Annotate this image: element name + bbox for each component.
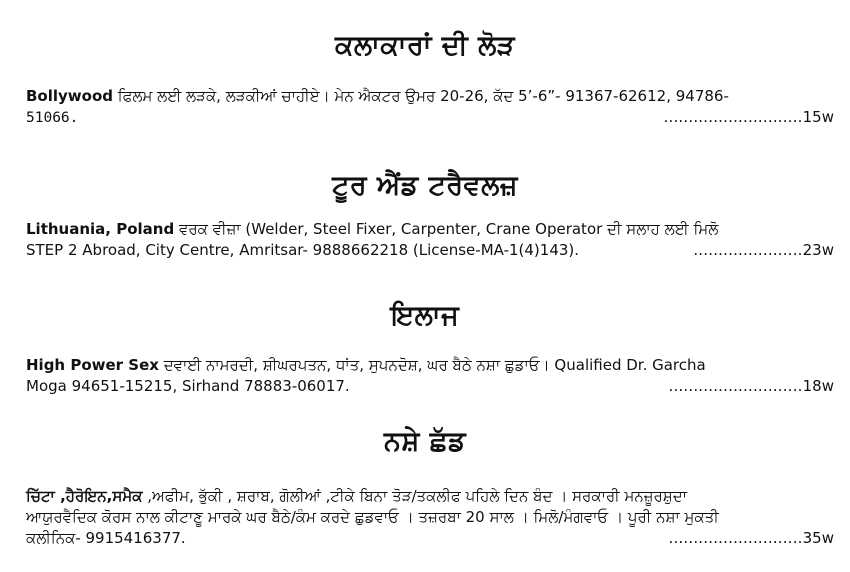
ad-bollywood [26, 86, 834, 128]
ad-text: ਆਯੁਰਵੈਦਿਕ ਕੋਰਸ ਨਾਲ ਕੀਟਾਣੂ ਮਾਰਕੇ ਘਰ ਬੈਠੇ/ਕੰਮ ਕਰਦੇ ਛੁਡਵਾਓ । ਤਜ਼ਰਬਾ 20 ਸਾਲ । ਮਿਲੋ/ਮੰਗਵਾਓ । ਪੂਰੀ ਨਸ਼ਾ ਮੁਕਤੀ [26, 508, 719, 526]
ad-code-tail [664, 107, 834, 128]
ad-code: 15w [802, 108, 834, 126]
ad-lead: Lithuania, Poland [26, 220, 175, 238]
ad-dots: ...................... [693, 241, 803, 259]
ad-line-2 [26, 240, 834, 261]
ad-text: Moga 94651-15215, Sirhand 78883-06017. [26, 377, 350, 395]
ad-code-tail [669, 528, 835, 549]
section-heading-quit-drugs: ਨਸ਼ੇ ਛੱਡ [383, 426, 467, 457]
ad-dots: ........................... [668, 377, 803, 395]
ad-line-1 [26, 486, 834, 507]
ad-line-1 [26, 219, 834, 240]
ad-text: ਵਰਕ ਵੀਜ਼ਾ (Welder, Steel Fixer, Carpenter, Crane Operator ਦੀ ਸਲਾਹ ਲਈ ਮਿਲੋ [174, 220, 719, 238]
ad-text: 51066. [26, 110, 79, 126]
ad-text: STEP 2 Abroad, City Centre, Amritsar- 9888662218 (License-MA-1(4)143). [26, 241, 580, 259]
ad-high-power [26, 355, 834, 397]
ad-code: 18w [802, 377, 834, 395]
section-heading-artists-wanted: ਕਲਾਕਾਰਾਂ ਦੀ ਲੋੜ [334, 30, 516, 61]
ad-code-tail [693, 240, 834, 261]
ad-dots: ............................ [663, 108, 803, 126]
ad-text: ਦਵਾਈ ਨਾਮਰਦੀ, ਸ਼ੀਘਰਪਤਨ, ਧਾਂਤ, ਸੁਪਨਦੋਸ਼, ਘਰ ਬੈਠੇ ਨਸ਼ਾ ਛੁਡਾਓ। Qualified Dr. Garcha [158, 356, 706, 374]
ad-text: ਫਿਲਮ ਲਈ ਲੜਕੇ, ਲੜਕੀਆਂ ਚਾਹੀਏ। ਮੇਨ ਐਕਟਰ ਉਮਰ 20-26, ਕੱਦ 5’-6”- 91367-62612, 94786- [113, 87, 729, 105]
ad-code: 35w [802, 529, 834, 547]
ad-text: ਕਲੀਨਿਕ- 9915416377. [26, 529, 186, 547]
ad-line-1 [26, 86, 834, 107]
ad-line-1 [26, 355, 834, 376]
section-heading-tours-travels: ਟੂਰ ਐਂਡ ਟਰੈਵਲਜ਼ [332, 170, 518, 201]
ad-code: 23w [802, 241, 834, 259]
ad-lithuania-poland [26, 219, 834, 261]
ad-line-2 [26, 507, 834, 528]
ad-lead: Bollywood [26, 87, 114, 105]
ad-lead: High Power Sex [26, 356, 159, 374]
ad-code-tail [669, 376, 835, 397]
ad-line-2 [26, 376, 834, 397]
ad-dots: ........................... [668, 529, 803, 547]
section-heading-treatment: ਇਲਾਜ [390, 300, 460, 331]
ad-line-3 [26, 528, 834, 549]
ad-lead: ਚਿੱਟਾ ,ਹੈਰੋਇਨ,ਸਮੈਕ [26, 487, 143, 505]
ad-text: ,ਅਫੀਮ, ਭੁੱਕੀ , ਸ਼ਰਾਬ, ਗੋਲੀਆਂ ,ਟੀਕੇ ਬਿਨਾ ਤੋੜ/ਤਕਲੀਫ ਪਹਿਲੇ ਦਿਨ ਬੰਦ । ਸਰਕਾਰੀ ਮਨਜ਼ੂਰਸ਼ੁਦਾ [142, 487, 687, 505]
ad-de-addiction [26, 486, 834, 549]
ad-line-2 [26, 107, 834, 128]
